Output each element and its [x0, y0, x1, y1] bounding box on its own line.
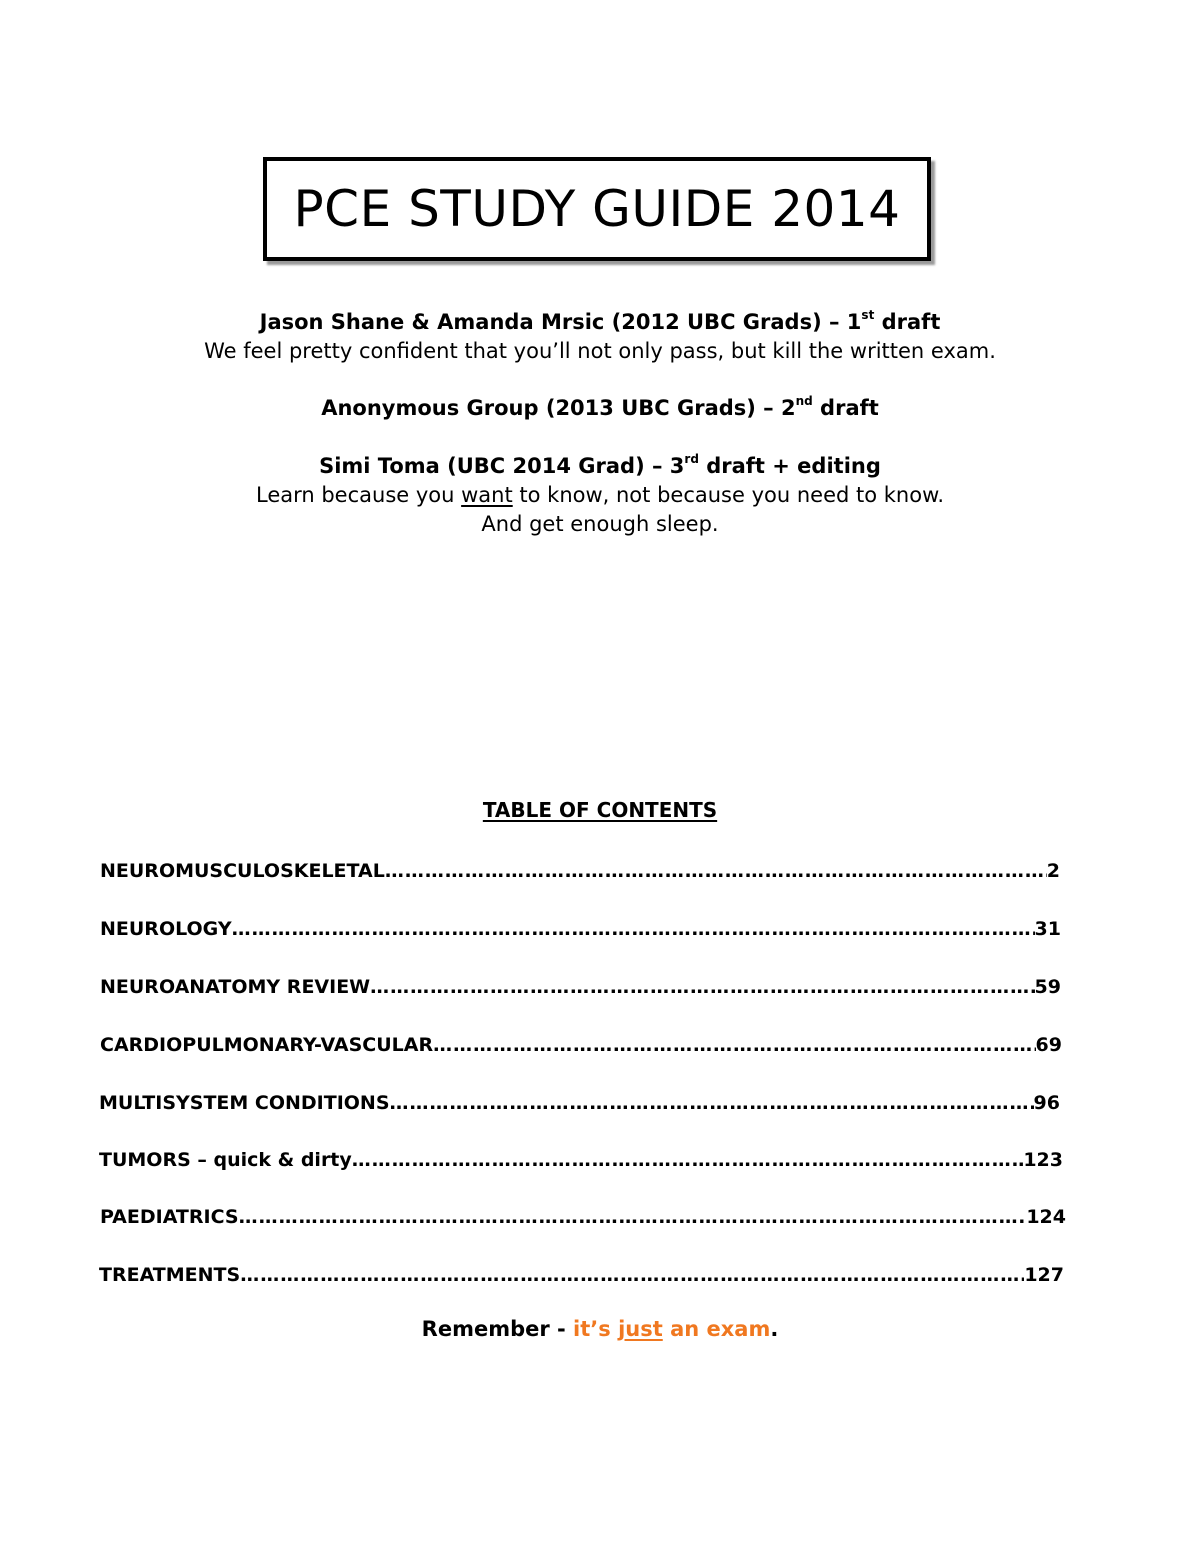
toc-item-paediatrics[interactable]	[100, 1204, 1066, 1230]
toc-item-label: TUMORS – quick & dirty	[99, 1149, 352, 1171]
toc-item-cardiopulmonary-vascular[interactable]	[100, 1032, 1062, 1058]
toc-item-neuromusculoskeletal[interactable]	[100, 858, 1060, 884]
toc-item-label: CARDIOPULMONARY-VASCULAR	[100, 1034, 434, 1056]
toc-item-page: 59	[1034, 976, 1061, 998]
credit-draft3-note2: And get enough sleep.	[481, 512, 719, 536]
toc-item-neuroanatomy-review[interactable]	[100, 974, 1061, 1000]
toc-item-page: 69	[1035, 1034, 1062, 1056]
credit-draft1-sup: st	[861, 308, 875, 322]
credit-draft3-text: Simi Toma (UBC 2014 Grad) – 3	[319, 454, 685, 478]
credit-draft2-text: Anonymous Group (2013 UBC Grads) – 2	[321, 396, 796, 420]
credit-draft1-line	[0, 308, 1200, 337]
credit-draft1-suffix: draft	[874, 310, 941, 334]
credit-draft2-line	[0, 394, 1200, 423]
toc-item-treatments[interactable]	[99, 1262, 1064, 1288]
toc-item-leader	[352, 1147, 1024, 1173]
credit-draft3-line	[0, 452, 1200, 481]
toc-item-leader	[433, 1032, 1035, 1058]
credit-draft3-sup: rd	[684, 452, 699, 466]
toc-item-leader	[232, 916, 1035, 942]
credit-draft3-suffix: draft + editing	[698, 454, 881, 478]
toc-item-page: 127	[1024, 1264, 1064, 1286]
remember-part2: an exam	[662, 1317, 771, 1341]
toc-heading: TABLE OF CONTENTS	[482, 798, 718, 822]
remember-lead: Remember -	[421, 1317, 574, 1341]
toc-item-label: MULTISYSTEM CONDITIONS	[99, 1092, 390, 1114]
remember-end: .	[770, 1317, 779, 1341]
credit-draft3-note-before: Learn because you	[255, 483, 462, 507]
toc-item-leader	[370, 974, 1034, 1000]
toc-item-page: 2	[1046, 860, 1060, 882]
remember-part1: it’s	[573, 1317, 619, 1341]
toc-item-leader	[390, 1090, 1034, 1116]
credit-draft3-note-emph: want	[461, 483, 513, 507]
document-title: PCE STUDY GUIDE 2014	[293, 180, 901, 238]
credit-draft3-note	[0, 481, 1200, 510]
remember-note	[0, 1317, 1200, 1341]
toc-item-tumors[interactable]	[99, 1147, 1063, 1173]
toc-item-label: PAEDIATRICS	[100, 1206, 239, 1228]
credit-draft2-suffix: draft	[812, 396, 879, 420]
title-box	[263, 157, 931, 261]
credits-draft1	[0, 308, 1200, 366]
credit-draft1-note: We feel pretty confident that you’ll not only pass, but kill the written exam.	[204, 339, 996, 363]
credit-draft1-text: Jason Shane & Amanda Mrsic (2012 UBC Grads) – 1	[259, 310, 862, 334]
credit-draft2-sup: nd	[795, 394, 813, 408]
toc-item-leader	[239, 1204, 1027, 1230]
toc-item-page: 123	[1023, 1149, 1063, 1171]
credits-draft3	[0, 452, 1200, 539]
toc-item-neurology[interactable]	[100, 916, 1061, 942]
toc-item-multisystem-conditions[interactable]	[99, 1090, 1060, 1116]
toc-item-label: NEUROMUSCULOSKELETAL	[100, 860, 385, 882]
remember-emph: just	[618, 1317, 663, 1341]
toc-item-page: 124	[1026, 1206, 1066, 1228]
toc-item-leader	[385, 858, 1047, 884]
toc-item-label: NEUROANATOMY REVIEW	[100, 976, 371, 998]
toc-item-label: TREATMENTS	[99, 1264, 241, 1286]
toc-item-label: NEUROLOGY	[100, 918, 232, 940]
credit-draft3-note-after: to know, not because you need to know.	[512, 483, 944, 507]
toc-item-page: 96	[1033, 1092, 1060, 1114]
toc-item-page: 31	[1034, 918, 1061, 940]
toc-item-leader	[240, 1262, 1024, 1288]
credits-draft2	[0, 394, 1200, 423]
